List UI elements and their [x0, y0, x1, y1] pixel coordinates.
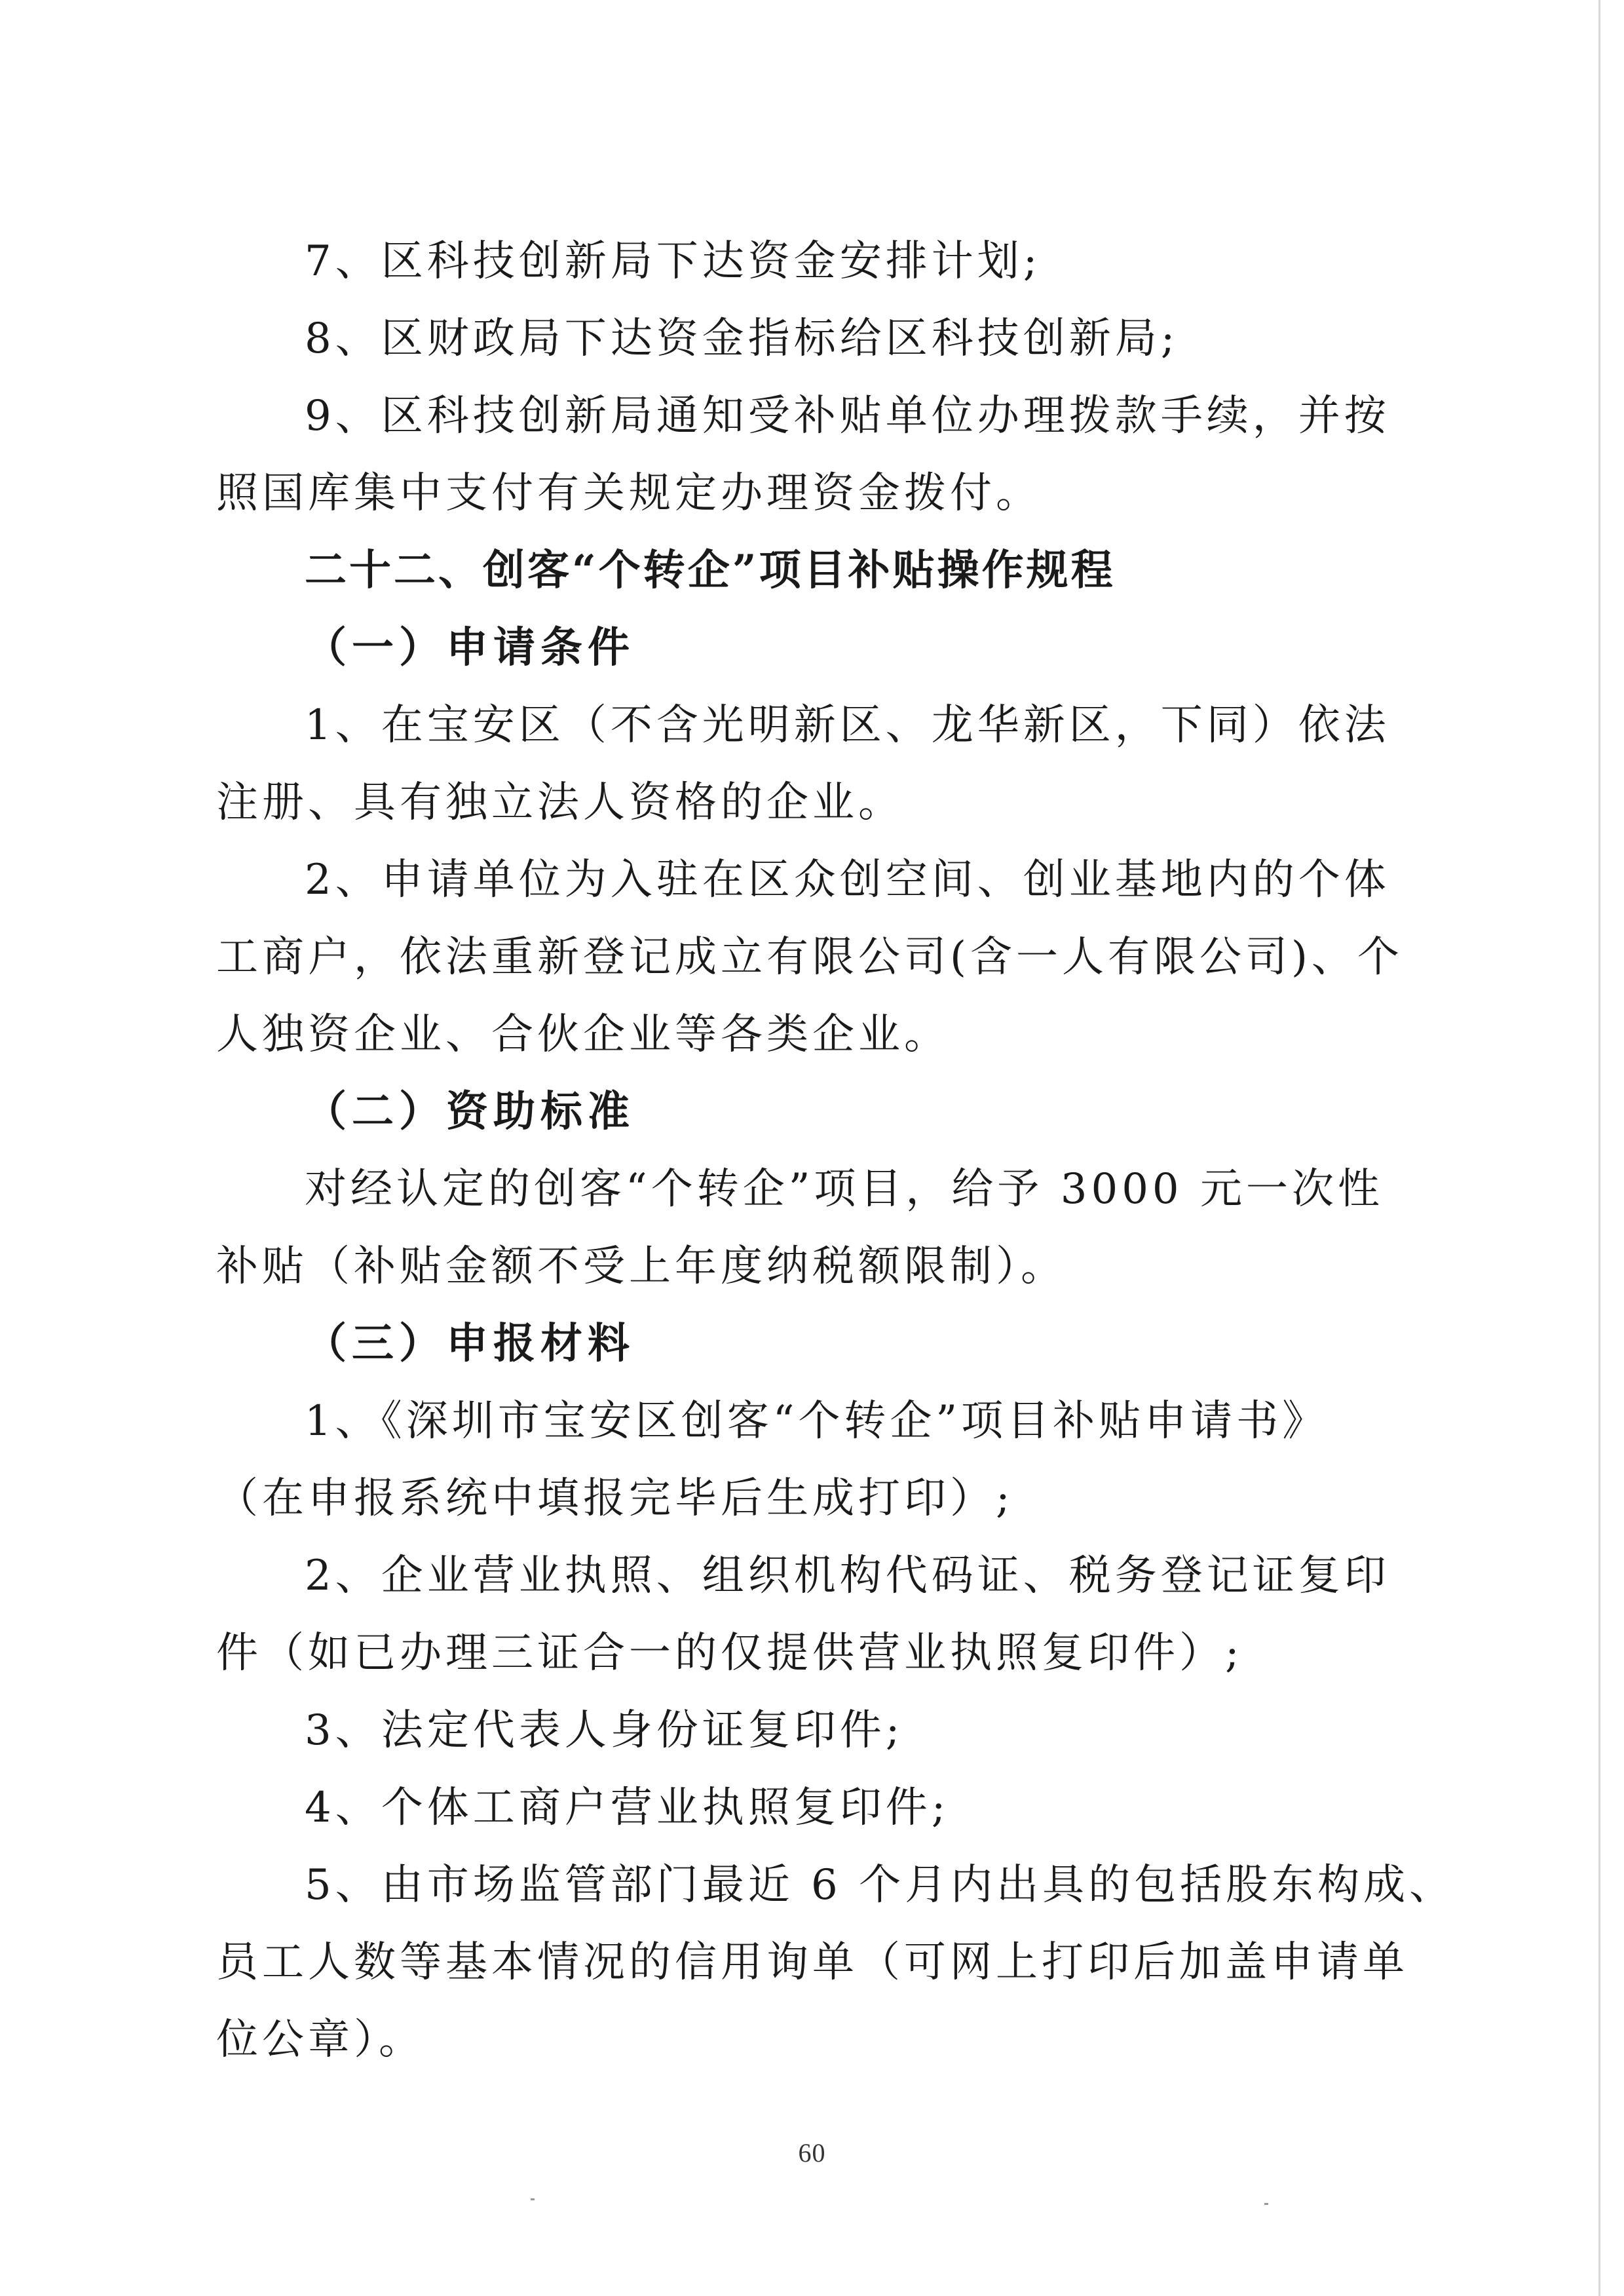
- paragraph-line-9-cont: 照国库集中支付有关规定办理资金拨付。: [216, 469, 1042, 518]
- paragraph-line-8: 8、区财政局下达资金指标给区科技创新局;: [305, 315, 1179, 363]
- material-1-cont: （在申报系统中填报完毕后生成打印）;: [216, 1474, 1014, 1523]
- material-4: 4、个体工商户营业执照复印件;: [305, 1784, 950, 1832]
- material-2-cont: 件（如已办理三证合一的仅提供营业执照复印件）;: [216, 1629, 1243, 1677]
- condition-1-cont: 注册、具有独立法人资格的企业。: [216, 778, 904, 827]
- standard-line-cont: 补贴（补贴金额不受上年度纳税额限制）。: [216, 1242, 1067, 1291]
- scan-speck: [531, 2198, 535, 2200]
- subsection-heading-1: （一）申请条件: [305, 623, 635, 672]
- condition-2: 2、申请单位为入驻在区众创空间、创业基地内的个体: [305, 856, 1390, 904]
- material-5: 5、由市场监管部门最近 6 个月内出具的包括股东构成、: [305, 1861, 1456, 1909]
- material-3: 3、法定代表人身份证复印件;: [305, 1706, 904, 1755]
- standard-line: 对经认定的创客“个转企”项目，给予 3000 元一次性: [305, 1165, 1384, 1214]
- condition-2-cont-1: 工商户，依法重新登记成立有限公司(含一人有限公司)、个: [216, 933, 1403, 982]
- page-number: 60: [798, 2138, 826, 2168]
- material-5-cont-1: 员工人数等基本情况的信用询单（可网上打印后加盖申请单: [216, 1938, 1408, 1987]
- subsection-heading-3: （三）申报材料: [305, 1319, 635, 1368]
- paragraph-line-7: 7、区科技创新局下达资金安排计划;: [305, 237, 1042, 286]
- condition-2-cont-2: 人独资企业、合伙企业等各类企业。: [216, 1010, 950, 1059]
- scan-speck: [1264, 2203, 1268, 2205]
- material-2: 2、企业营业执照、组织机构代码证、税务登记证复印: [305, 1552, 1390, 1600]
- condition-1: 1、在宝安区（不含光明新区、龙华新区，下同）依法: [305, 701, 1390, 750]
- document-body: [216, 223, 1456, 2078]
- material-5-cont-2: 位公章）。: [216, 2016, 425, 2064]
- scan-edge-line: [1598, 0, 1600, 2296]
- subsection-heading-2: （二）资助标准: [305, 1087, 635, 1136]
- section-heading: 二十二、创客“个转企”项目补贴操作规程: [305, 546, 1116, 595]
- material-1: 1、《深圳市宝安区创客“个转企”项目补贴申请书》: [305, 1397, 1329, 1445]
- paragraph-line-9: 9、区科技创新局通知受补贴单位办理拨款手续，并按: [305, 392, 1390, 440]
